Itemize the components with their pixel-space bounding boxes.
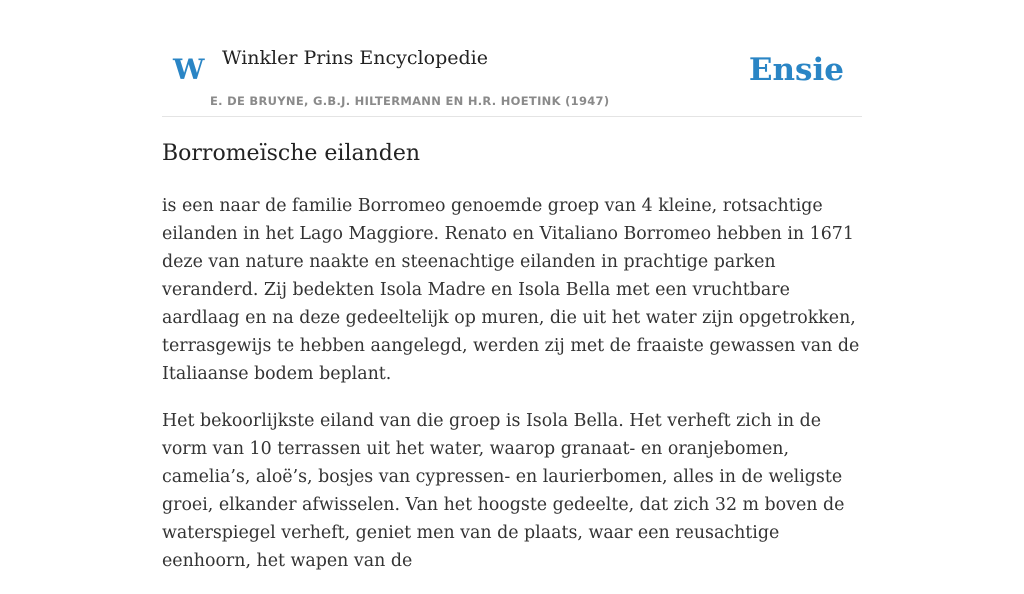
site-header bbox=[162, 40, 862, 117]
article-body bbox=[162, 192, 862, 594]
article-paragraph: Het bekoorlijkste eiland van die groep is Isola Bella. Het verheft zich in de vorm van 10 terrassen uit het water, waarop granaat- en oranjebomen, camelia’s, aloë’s, bosjes van cypressen- en laurierbomen, alles in de weligste groei, elkander afwisselen. Van het hoogste gedeelte, dat zich 32 m boven de waterspiegel verheft, geniet men van de plaats, waar een reusachtige eenhoorn, het wapen van de bbox=[162, 411, 845, 571]
ensie-logo[interactable]: Ensie bbox=[748, 52, 844, 88]
source-title[interactable]: Winkler Prins Encyclopedie bbox=[222, 47, 488, 69]
source-authors: E. DE BRUYNE, G.B.J. HILTERMANN EN H.R. HOETINK (1947) bbox=[210, 94, 610, 108]
article-paragraph: is een naar de familie Borromeo genoemde groep van 4 kleine, rotsachtige eilanden in het Lago Maggiore. Renato en Vitaliano Borromeo hebben in 1671 deze van nature naakte en steenachtige eilanden in prachtige parken veranderd. Zij bedekten Isola Madre en Isola Bella met een vruchtbare aardlaag en na deze gedeeltelijk op muren, die uit het water zijn opgetrokken, terrasgewijs te hebben aangelegd, werden zij met de fraaiste gewassen van de Italiaanse bodem beplant. bbox=[162, 196, 860, 384]
article-title: Borromeïsche eilanden bbox=[162, 141, 421, 166]
winkler-prins-logo[interactable]: W bbox=[173, 53, 205, 86]
